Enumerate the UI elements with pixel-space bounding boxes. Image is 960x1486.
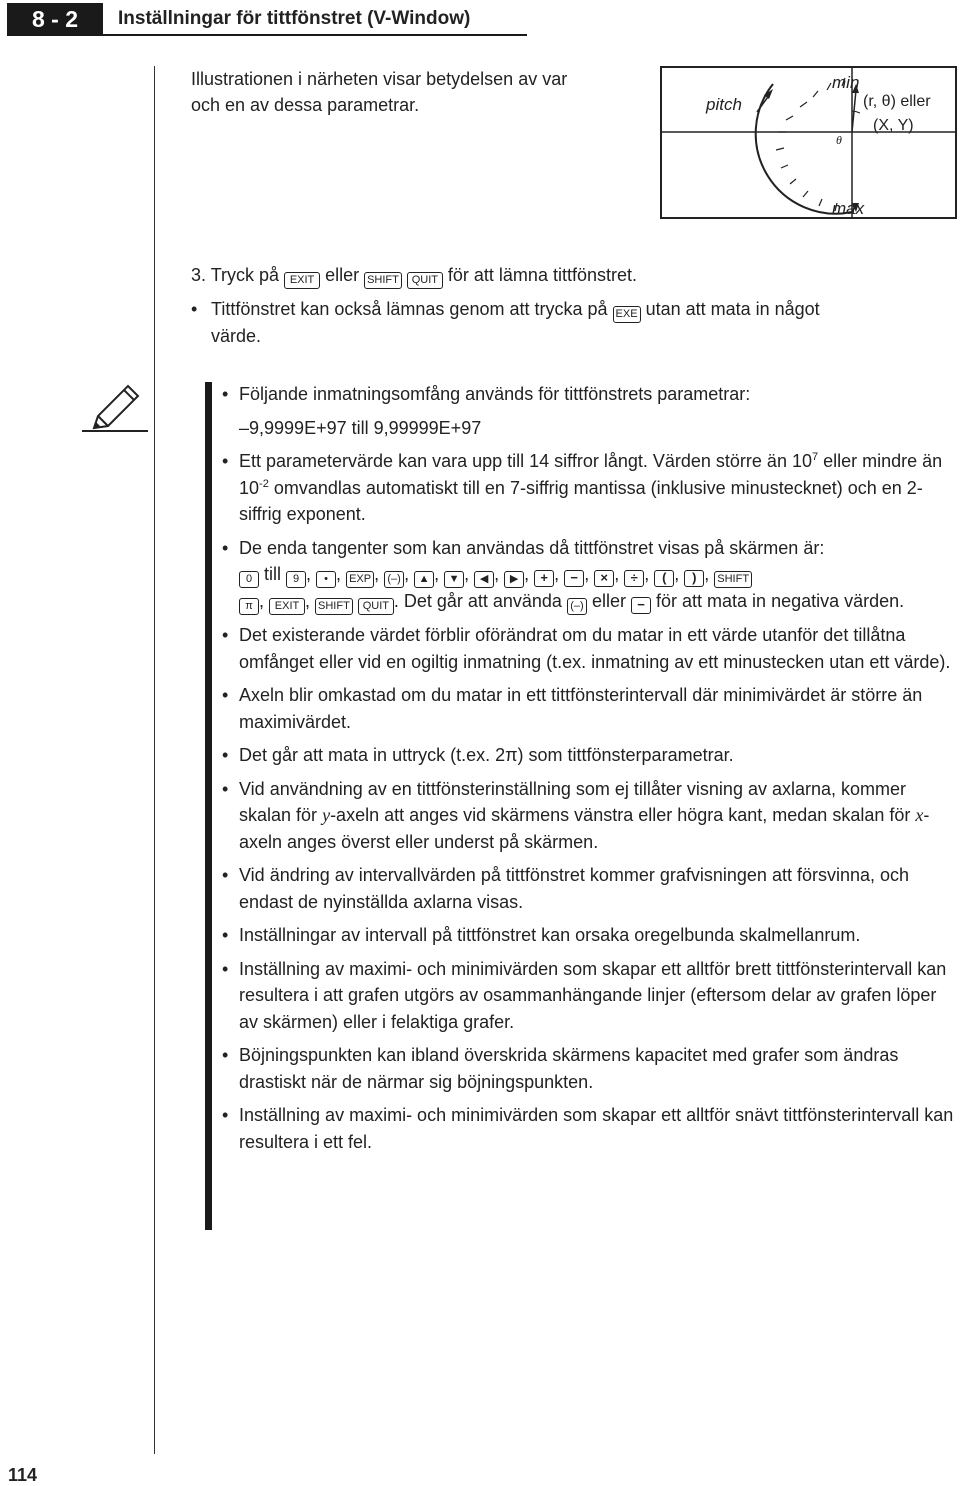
label-pitch: pitch	[706, 95, 742, 114]
note-6-text: Det går att mata in uttryck (t.ex. 2π) som tittfönsterparametrar.	[239, 745, 734, 765]
key-negative-icon: (–)	[567, 598, 587, 615]
key-dot-icon: •	[316, 571, 336, 588]
key-9-icon: 9	[286, 571, 306, 588]
note-item: • Det existerande värdet förblir oförändrat om du matar in ett värde utanför det tillåtna omfånget eller vid en ogiltig inmatning (t.ex. inmatning av ett minustecken utan ett värde).	[222, 625, 951, 672]
notes-list	[222, 381, 958, 1162]
page-number: 114	[8, 1465, 38, 1485]
note-2-b: eller mindre än 10	[239, 451, 943, 498]
quit-key-icon: QUIT	[407, 272, 443, 289]
header-rule	[7, 34, 527, 36]
step3-bullet-prefix: Tittfönstret kan också lämnas genom att trycka på	[211, 299, 608, 319]
step3-bullet-suffix: utan att mata in något	[645, 299, 820, 319]
intro-line-1: Illustrationen i närheten visar betydelsen av var	[191, 69, 568, 89]
shift-key-icon: SHIFT	[364, 272, 402, 289]
key-down-arrow-icon: ▼	[444, 571, 464, 588]
note-2-c: omvandlas automatiskt till en 7-siffrig mantissa (inklusive minustecknet) och en 2-siffrig exponent.	[239, 477, 923, 524]
note-1-text: Följande inmatningsomfång används för tittfönstrets parametrar:	[239, 384, 751, 404]
note-bar	[205, 382, 212, 1230]
label-coord-2: (X, Y)	[873, 117, 914, 134]
step3-mid: eller	[325, 265, 360, 285]
key-negative-icon: (–)	[384, 571, 404, 588]
key-shift-icon: SHIFT	[315, 598, 353, 615]
note-7-x: x	[915, 805, 924, 825]
step3-prefix: 3. Tryck på	[191, 265, 280, 285]
note-5-text: Axeln blir omkastad om du matar in ett tittfönsterintervall där minimivärdet är större än maximivärdet.	[239, 685, 923, 732]
key-quit-icon: QUIT	[358, 598, 394, 615]
step3-suffix: för att lämna tittfönstret.	[447, 265, 637, 285]
note-9-text: Inställningar av intervall på tittfönstret kan orsaka oregelbunda skalmellanrum.	[239, 925, 861, 945]
key-right-arrow-icon: ▶	[504, 571, 524, 588]
note-3-a: De enda tangenter som kan användas då tittfönstret visas på skärmen är:	[239, 537, 825, 558]
label-max: max	[832, 199, 865, 218]
intro-line-2: och en av dessa parametrar.	[191, 95, 420, 115]
note-10-text: Inställning av maximi- och minimivärden som skapar ett alltför brett tittfönsterintervall kan resultera i att grafen utgörs av osammanhängande linjer (eftersom delar av grafen löper av skärmen) eller i felaktiga grafer.	[239, 958, 947, 1032]
key-pi-icon: π	[239, 598, 259, 615]
note-1-range: –9,9999E+97 till 9,99999E+97	[239, 417, 482, 438]
margin-rule	[154, 66, 155, 1454]
key-shift-icon: SHIFT	[714, 571, 752, 588]
note-7-y: y	[322, 805, 331, 825]
note-2-a: Ett parametervärde kan vara upp till 14 siffror långt. Värden större än 10	[239, 451, 812, 471]
range-arc	[756, 84, 852, 214]
note-3-till: till	[264, 564, 282, 584]
pencil-note-icon	[80, 382, 150, 434]
note-7-a: Vid användning av en tittfönsterinställning som ej tillåter visning av axlarna, kommer skalan för	[239, 778, 907, 825]
exe-key-icon: EXE	[613, 306, 641, 323]
key-left-paren-icon: (	[654, 570, 674, 587]
note-item: • Ett parametervärde kan vara upp till 14 siffror långt. Värden större än $10^7$ eller mindre än $10^{-2}$ omvandlas automatiskt till en 7-siffrig mantissa (inklusive minustecknet) och en 2-siffrig exponent.	[222, 451, 943, 524]
note-2-sup2: -2	[259, 477, 269, 490]
polar-window-diagram	[660, 66, 958, 220]
note-item: • Inställningar av intervall på tittfönstret kan orsaka oregelbunda skalmellanrum.	[222, 925, 861, 945]
note-item: • Inställning av maximi- och minimivärden som skapar ett alltför brett tittfönsterintervall kan resultera i att grafen utgörs av osammanhängande linjer (eftersom delar av grafen löper av skärmen) eller i felaktiga grafer.	[222, 958, 947, 1032]
key-right-paren-icon: )	[684, 570, 704, 587]
note-item: • Inställning av maximi- och minimivärden som skapar ett alltför snävt tittfönsterintervall kan resultera i ett fel.	[222, 1105, 954, 1152]
note-item: • Axeln blir omkastad om du matar in ett tittfönsterintervall där minimivärdet är större än maximivärdet.	[222, 685, 923, 732]
section-number: 8 - 2	[7, 3, 103, 35]
key-times-icon: ×	[594, 570, 614, 587]
key-up-arrow-icon: ▲	[414, 571, 434, 588]
key-0-icon: 0	[239, 571, 259, 588]
note-item: • Böjningspunkten kan ibland överskrida skärmens kapacitet med grafer som ändras drastiskt när de närmar sig böjningspunkten.	[222, 1045, 899, 1092]
key-minus-icon: −	[564, 570, 584, 587]
note-12-text: Inställning av maximi- och minimivärden som skapar ett alltför snävt tittfönsterintervall kan resultera i ett fel.	[239, 1105, 954, 1152]
note-3-c: för att mata in negativa värden.	[656, 591, 905, 611]
note-2-sup1: 7	[811, 451, 819, 463]
note-3-b: . Det går att använda	[393, 591, 562, 611]
note-item: • Vid användning av en tittfönsterinställning som ej tillåter visning av axlarna, kommer skalan för y-axeln att anges vid skärmens vänstra eller högra kant, medan skalan för x-axeln anges överst eller underst på skärmen.	[222, 778, 930, 852]
key-exp-icon: EXP	[346, 571, 374, 588]
intro-text	[191, 66, 651, 118]
key-minus-icon: −	[631, 597, 651, 614]
key-divide-icon: ÷	[624, 570, 644, 587]
key-plus-icon: +	[534, 570, 554, 587]
note-3-eller: eller	[591, 591, 626, 611]
label-coord-1: (r, θ) eller	[863, 93, 931, 110]
key-exit-icon: EXIT	[269, 598, 305, 615]
note-item: • De enda tangenter som kan användas då tittfönstret visas på skärmen är: 0 till 9 , • , EXP , (–) , ▲ , ▼ , ◀ , ▶ , + , − , × , ÷ , ( , ) , SHIFT π , EXIT , SHIFT QUIT . Det går att använda (–) eller − för att mata in negativa värden.	[222, 535, 958, 616]
note-11-text: Böjningspunkten kan ibland överskrida skärmens kapacitet med grafer som ändras drastiskt när de närmar sig böjningspunkten.	[239, 1045, 899, 1092]
note-7-b: -axeln att anges vid skärmens vänstra eller högra kant, medan skalan för	[330, 805, 911, 825]
step3-bullet: • Tittfönstret kan också lämnas genom att trycka på EXE utan att mata in något värde.	[191, 299, 820, 346]
note-4-text: Det existerande värdet förblir oförändrat om du matar in ett värde utanför det tillåtna omfånget eller vid en ogiltig inmatning (t.ex. inmatning av ett minustecken utan ett värde).	[239, 625, 951, 672]
key-left-arrow-icon: ◀	[474, 571, 494, 588]
diagram-frame	[661, 67, 956, 218]
note-item: • Följande inmatningsomfång används för tittfönstrets parametrar: –9,9999E+97 till 9,99999E+97	[222, 381, 958, 441]
step-3	[191, 262, 637, 289]
note-8-text: Vid ändring av intervallvärden på tittfönstret kommer grafvisningen att försvinna, och endast de nyinställda axlarna visas.	[239, 865, 910, 912]
exit-key-icon: EXIT	[284, 272, 320, 289]
label-min: min	[832, 73, 860, 92]
arc-ticks	[776, 78, 845, 211]
note-item: • Vid ändring av intervallvärden på tittfönstret kommer grafvisningen att försvinna, och endast de nyinställda axlarna visas.	[222, 865, 910, 912]
step3-bullet-line2: värde.	[211, 326, 262, 346]
section-title: Inställningar för tittfönstret (V-Window)	[118, 8, 471, 29]
note-item: • Det går att mata in uttryck (t.ex. 2π) som tittfönsterparametrar.	[222, 745, 734, 765]
note-7-c: -axeln anges överst eller underst på skärmen.	[239, 805, 930, 852]
label-theta: θ	[836, 133, 842, 147]
